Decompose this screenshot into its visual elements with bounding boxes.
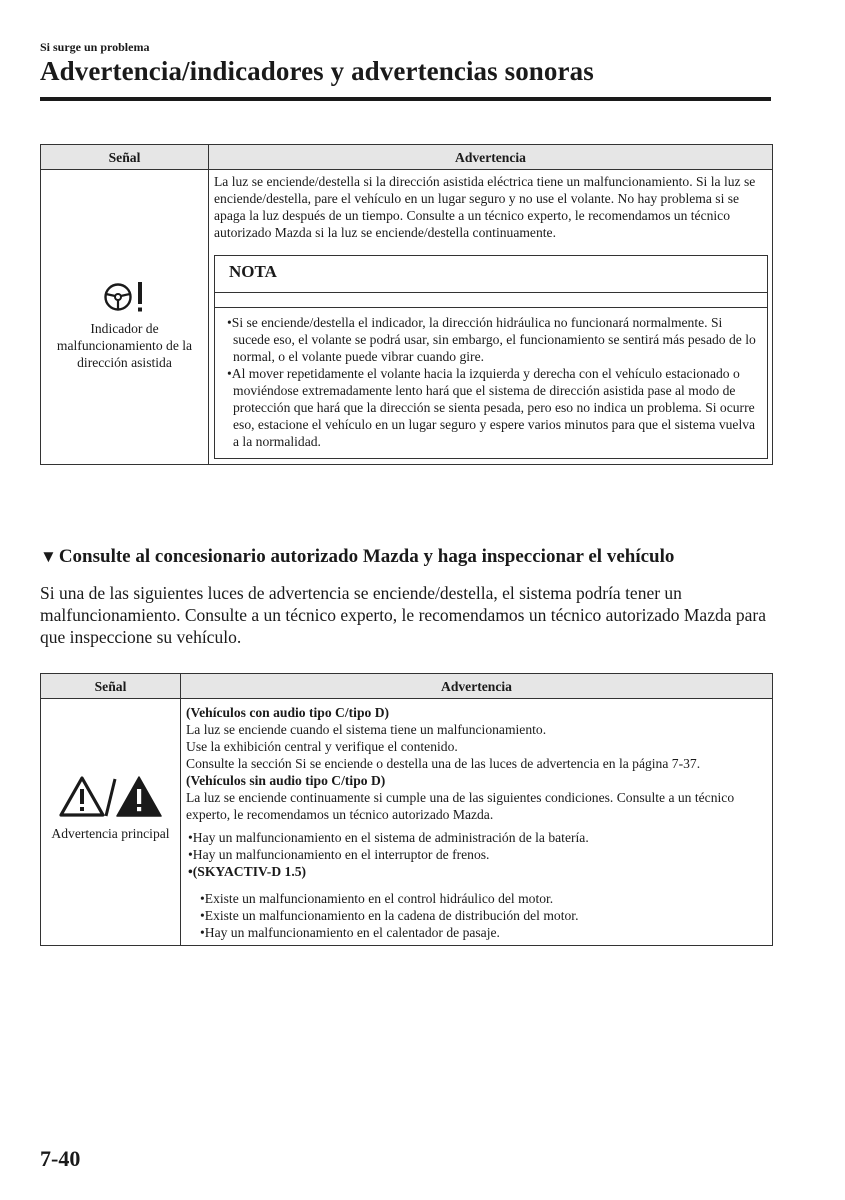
column-header-warning: Advertencia bbox=[209, 145, 773, 170]
note-divider bbox=[215, 293, 767, 308]
master-warning-table bbox=[40, 673, 773, 946]
warning-text: La luz se enciende/destella si la dirección asistida eléctrica tiene un malfuncionamiento. Si la luz se enciende/destella, pare el vehículo en un lugar seguro y no use el volante. No hay problema si se apaga la luz después de un tiempo. Consulte a un técnico experto, le recomendamos un técnico autorizado Mazda si la luz se enciende/destella continuamente. bbox=[214, 174, 756, 240]
table-row bbox=[41, 170, 773, 465]
group-title: (Vehículos sin audio tipo C/tipo D) bbox=[186, 773, 386, 788]
signal-label: Advertencia principal bbox=[51, 826, 170, 841]
title-rule bbox=[40, 97, 771, 101]
steering-wheel-warning-icon bbox=[101, 280, 149, 314]
condition-item: •Hay un malfuncionamiento en el calentador de pasaje. bbox=[200, 925, 500, 940]
condition-item: •Existe un malfuncionamiento en la cadena de distribución del motor. bbox=[200, 908, 579, 923]
section-label: Si surge un problema bbox=[40, 40, 150, 54]
power-steering-warning-table bbox=[40, 144, 773, 465]
signal-cell bbox=[41, 170, 209, 465]
condition-item: •Existe un malfuncionamiento en el control hidráulico del motor. bbox=[200, 891, 554, 906]
condition-item: •Hay un malfuncionamiento en el sistema de administración de la batería. bbox=[188, 830, 589, 845]
column-header-warning: Advertencia bbox=[181, 674, 773, 699]
table-row bbox=[41, 699, 773, 946]
column-header-signal: Señal bbox=[41, 674, 181, 699]
warning-line: Use la exhibición central y verifique el contenido. bbox=[186, 739, 458, 754]
master-warning-triangle-icon bbox=[58, 775, 164, 819]
page-title: Advertencia/indicadores y advertencias sonoras bbox=[40, 56, 594, 86]
column-header-signal: Señal bbox=[41, 145, 209, 170]
signal-label: Indicador de malfuncionamiento de la dirección asistida bbox=[56, 321, 193, 370]
section-heading-text: Consulte al concesionario autorizado Mazda y haga inspeccionar el vehículo bbox=[58, 546, 675, 567]
section-heading bbox=[40, 546, 674, 568]
note-item: •Al mover repetidamente el volante hacia la izquierda y derecha con el vehículo estacionado o moviéndose extremadamente lento hará que el sistema de dirección asistida pase al modo de protección que hará que la dirección se sienta pesada, pero eso no indica un problema. Si ocurre eso, estacione el vehículo en un lugar seguro y espere varios minutos para que el sistema vuelva a la normalidad. bbox=[227, 366, 756, 449]
page-number: 7-40 bbox=[40, 1146, 81, 1171]
warning-line: La luz se enciende cuando el sistema tiene un malfuncionamiento. bbox=[186, 722, 547, 737]
engine-variant-label: •(SKYACTIV-D 1.5) bbox=[188, 864, 307, 879]
warning-text: La luz se enciende continuamente si cumple una de las siguientes condiciones. Consulte a un técnico experto, le recomendamos un técnico autorizado Mazda. bbox=[186, 790, 735, 822]
group-title: (Vehículos con audio tipo C/tipo D) bbox=[186, 705, 390, 720]
triangle-down-icon: ▼ bbox=[40, 547, 57, 566]
note-item: •Si se enciende/destella el indicador, la dirección hidráulica no funcionará normalmente. Si sucede eso, el volante se podrá usar, sin embargo, el funcionamiento se sentirá más pesado de lo normal, o el volante puede vibrar cuando gire. bbox=[227, 315, 756, 364]
warning-cell bbox=[181, 699, 773, 946]
note-title: NOTA bbox=[215, 256, 767, 293]
condition-item: •Hay un malfuncionamiento en el interruptor de frenos. bbox=[188, 847, 490, 862]
intro-paragraph: Si una de las siguientes luces de advertencia se enciende/destella, el sistema podría tener un malfuncionamiento. Consulte a un técnico experto, le recomendamos un técnico autorizado Mazda para que inspeccione su vehículo. bbox=[40, 583, 766, 647]
warning-cell bbox=[209, 170, 773, 465]
warning-line: Consulte la sección Si se enciende o destella una de las luces de advertencia en la página 7-37. bbox=[186, 756, 701, 771]
signal-cell bbox=[41, 699, 181, 946]
note-box bbox=[214, 255, 768, 459]
